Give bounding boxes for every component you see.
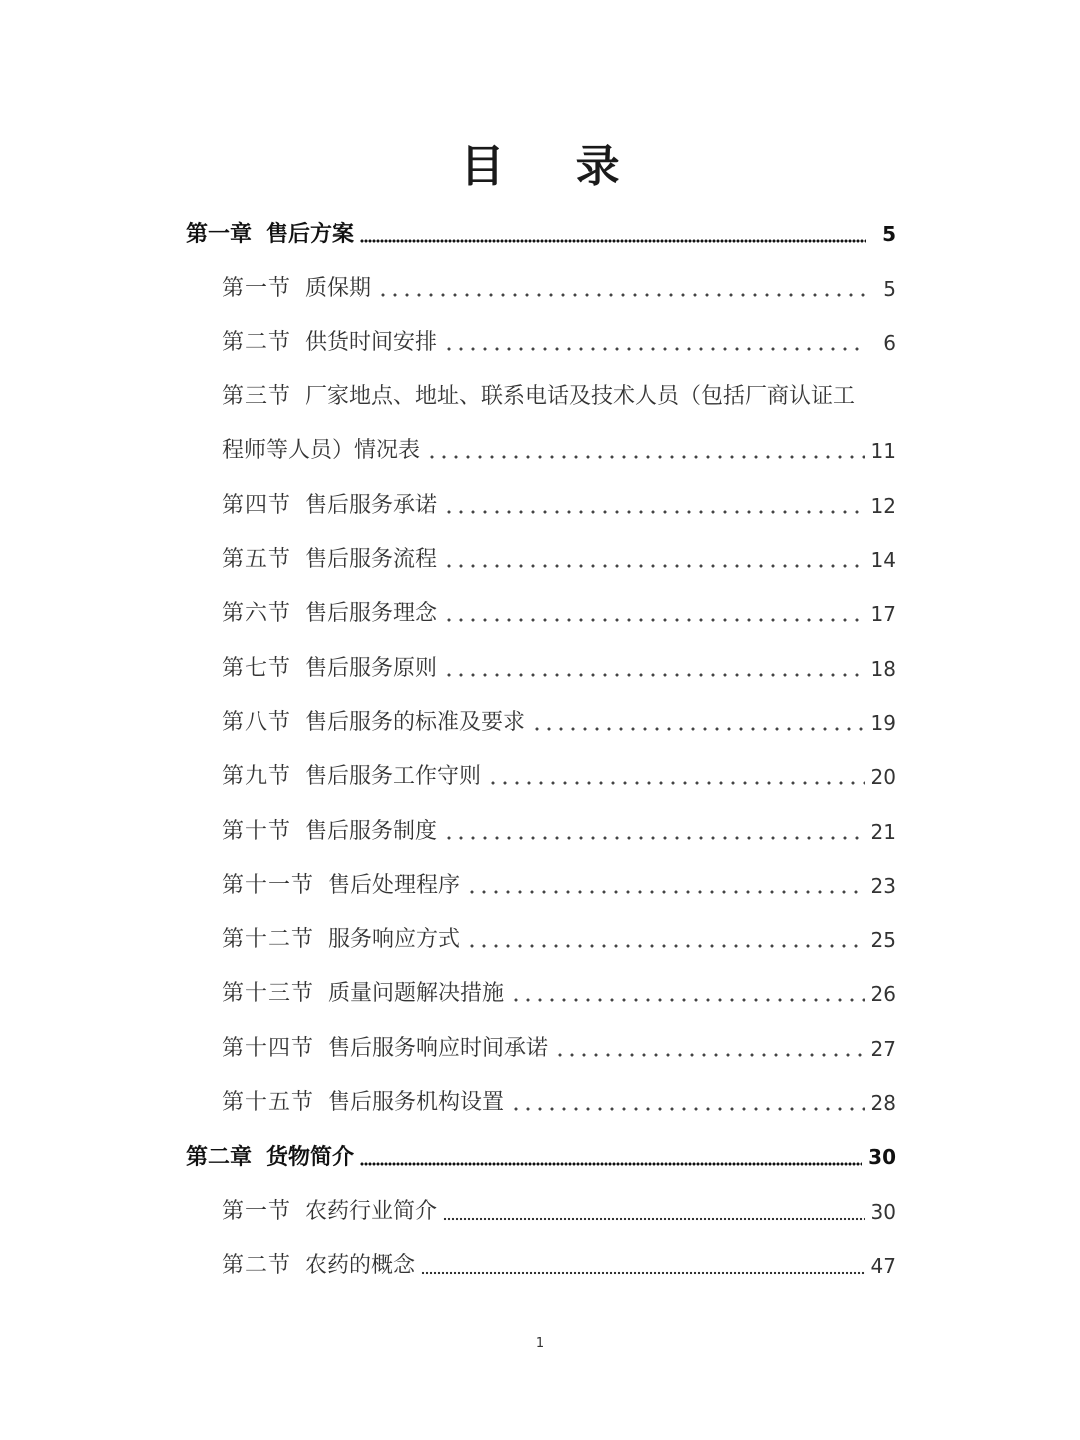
toc-entry-number: 第七节 — [222, 655, 292, 681]
dot-leader — [466, 935, 865, 949]
toc-section-1-6[interactable] — [0, 585, 1080, 639]
dot-leader — [510, 989, 865, 1003]
toc-section-2-2[interactable] — [0, 1237, 1080, 1291]
toc-entry-text: 售后服务原则 — [305, 655, 438, 681]
toc-entry-heading — [0, 819, 437, 845]
dot-leader — [443, 827, 865, 841]
toc-section-1-13[interactable] — [0, 965, 1080, 1019]
dot-leader — [443, 664, 865, 678]
toc-entry-heading — [0, 330, 437, 356]
toc-entry-number: 第六节 — [222, 601, 292, 627]
toc-entry-heading — [0, 1253, 415, 1279]
toc-entry-text: 售后服务流程 — [305, 547, 438, 573]
toc-section-1-4[interactable] — [0, 476, 1080, 530]
toc-page-number: 21 — [870, 819, 896, 844]
toc-page-number: 18 — [870, 656, 896, 681]
toc-entry-number: 第八节 — [222, 709, 292, 735]
page-number-footer: 1 — [535, 1336, 545, 1351]
dot-leader — [466, 881, 865, 895]
toc-page-number: 30 — [870, 1199, 896, 1224]
toc-section-1-3[interactable] — [0, 368, 1080, 422]
toc-section-1-15[interactable] — [0, 1074, 1080, 1128]
toc-entry-number: 第一节 — [222, 275, 292, 301]
toc-section-1-3-continued[interactable] — [0, 422, 1080, 476]
toc-section-1-9[interactable] — [0, 748, 1080, 802]
toc-entry-text: 售后服务制度 — [305, 818, 438, 844]
toc-page-number: 6 — [883, 330, 896, 355]
toc-entry-heading — [0, 981, 504, 1007]
toc-entry-number: 第十二节 — [222, 927, 315, 953]
toc-section-1-12[interactable] — [0, 911, 1080, 965]
dot-leader — [377, 284, 866, 298]
toc-entry-text: 售后服务承诺 — [305, 492, 438, 518]
toc-entry-text: 厂家地点、地址、联系电话及技术人员（包括厂商认证工 — [305, 384, 856, 410]
toc-entry-text: 农药的概念 — [305, 1252, 416, 1278]
table-of-contents — [0, 205, 1080, 1291]
toc-chapter-1[interactable] — [0, 205, 1080, 259]
toc-entry-text: 售后服务理念 — [305, 601, 438, 627]
toc-page-number: 17 — [870, 602, 896, 627]
toc-entry-heading — [0, 547, 437, 573]
toc-entry-text: 质保期 — [305, 275, 372, 301]
toc-title: 目 录 — [460, 141, 648, 192]
toc-entry-heading — [0, 656, 437, 682]
toc-entry-number: 第一节 — [222, 1198, 292, 1224]
toc-page-number: 27 — [870, 1036, 896, 1061]
toc-entry-number: 第九节 — [222, 764, 292, 790]
dot-leader — [443, 609, 865, 623]
toc-entry-number: 第十四节 — [222, 1035, 315, 1061]
toc-entry-number: 第十三节 — [222, 981, 315, 1007]
toc-page-number: 25 — [870, 928, 896, 953]
toc-page-number: 19 — [870, 710, 896, 735]
toc-entry-number: 第五节 — [222, 547, 292, 573]
toc-page-number: 11 — [870, 439, 896, 464]
toc-page-number: 47 — [870, 1253, 896, 1278]
dot-leader — [360, 229, 866, 243]
toc-entry-text: 售后服务机构设置 — [328, 1090, 505, 1116]
toc-entry-number: 第十五节 — [222, 1090, 315, 1116]
dot-leader — [487, 772, 865, 786]
toc-entry-heading — [0, 710, 525, 736]
toc-entry-heading — [0, 384, 855, 410]
toc-chapter-2[interactable] — [0, 1128, 1080, 1182]
toc-section-1-2[interactable] — [0, 314, 1080, 368]
toc-entry-heading — [0, 1199, 437, 1225]
toc-entry-text: 质量问题解决措施 — [328, 981, 505, 1007]
toc-page-number: 26 — [870, 982, 896, 1007]
toc-entry-number: 第一章 — [186, 221, 253, 248]
toc-entry-number: 第三节 — [222, 384, 292, 410]
toc-entry-heading — [0, 927, 460, 953]
toc-entry-text: 货物简介 — [266, 1144, 355, 1171]
toc-entry-heading — [0, 1036, 548, 1062]
toc-entry-text: 售后方案 — [266, 221, 355, 248]
toc-entry-text: 售后服务响应时间承诺 — [328, 1035, 549, 1061]
toc-entry-heading — [0, 493, 437, 519]
toc-entry-number: 第二章 — [186, 1144, 253, 1171]
toc-entry-number: 第二节 — [222, 1252, 292, 1278]
toc-section-2-1[interactable] — [0, 1182, 1080, 1236]
toc-entry-heading — [0, 1090, 504, 1116]
toc-section-1-8[interactable] — [0, 694, 1080, 748]
toc-entry-text: 农药行业简介 — [305, 1198, 438, 1224]
toc-section-1-11[interactable] — [0, 857, 1080, 911]
toc-entry-text: 售后服务的标准及要求 — [305, 709, 526, 735]
toc-entry-heading — [0, 276, 371, 302]
dot-leader — [443, 555, 865, 569]
toc-entry-number: 第十一节 — [222, 872, 315, 898]
toc-entry-heading — [0, 601, 437, 627]
toc-entry-text: 供货时间安排 — [305, 329, 438, 355]
toc-entry-text: 服务响应方式 — [328, 927, 461, 953]
toc-entry-heading — [0, 873, 460, 899]
toc-page-number: 14 — [870, 548, 896, 573]
toc-section-1-7[interactable] — [0, 639, 1080, 693]
toc-page-number: 28 — [870, 1091, 896, 1116]
toc-page-number: 23 — [870, 873, 896, 898]
toc-entry-text: 售后服务工作守则 — [305, 764, 482, 790]
toc-entry-text: 售后处理程序 — [328, 872, 461, 898]
dot-leader — [510, 1098, 865, 1112]
toc-entry-heading — [0, 1144, 354, 1170]
toc-section-1-1[interactable] — [0, 259, 1080, 313]
dot-leader — [443, 338, 866, 352]
dot-leader — [421, 1261, 865, 1275]
dot-leader — [554, 1044, 865, 1058]
toc-entry-number: 第二节 — [222, 329, 292, 355]
toc-entry-text-continued: 程师等人员）情况表 — [222, 438, 421, 464]
dot-leader — [531, 718, 865, 732]
toc-entry-number: 第十节 — [222, 818, 292, 844]
toc-page-number: 5 — [882, 222, 896, 247]
toc-section-1-5[interactable] — [0, 531, 1080, 585]
toc-entry-heading — [0, 221, 354, 247]
dot-leader — [443, 1207, 865, 1221]
toc-entry-heading — [0, 764, 481, 790]
toc-section-1-10[interactable] — [0, 802, 1080, 856]
toc-page-number: 5 — [883, 276, 896, 301]
toc-section-1-14[interactable] — [0, 1019, 1080, 1073]
dot-leader — [426, 446, 865, 460]
toc-page-number: 12 — [870, 493, 896, 518]
toc-page-number: 20 — [870, 765, 896, 790]
dot-leader — [360, 1152, 862, 1166]
dot-leader — [443, 501, 865, 515]
toc-page-number: 30 — [868, 1145, 896, 1170]
toc-entry-number: 第四节 — [222, 492, 292, 518]
